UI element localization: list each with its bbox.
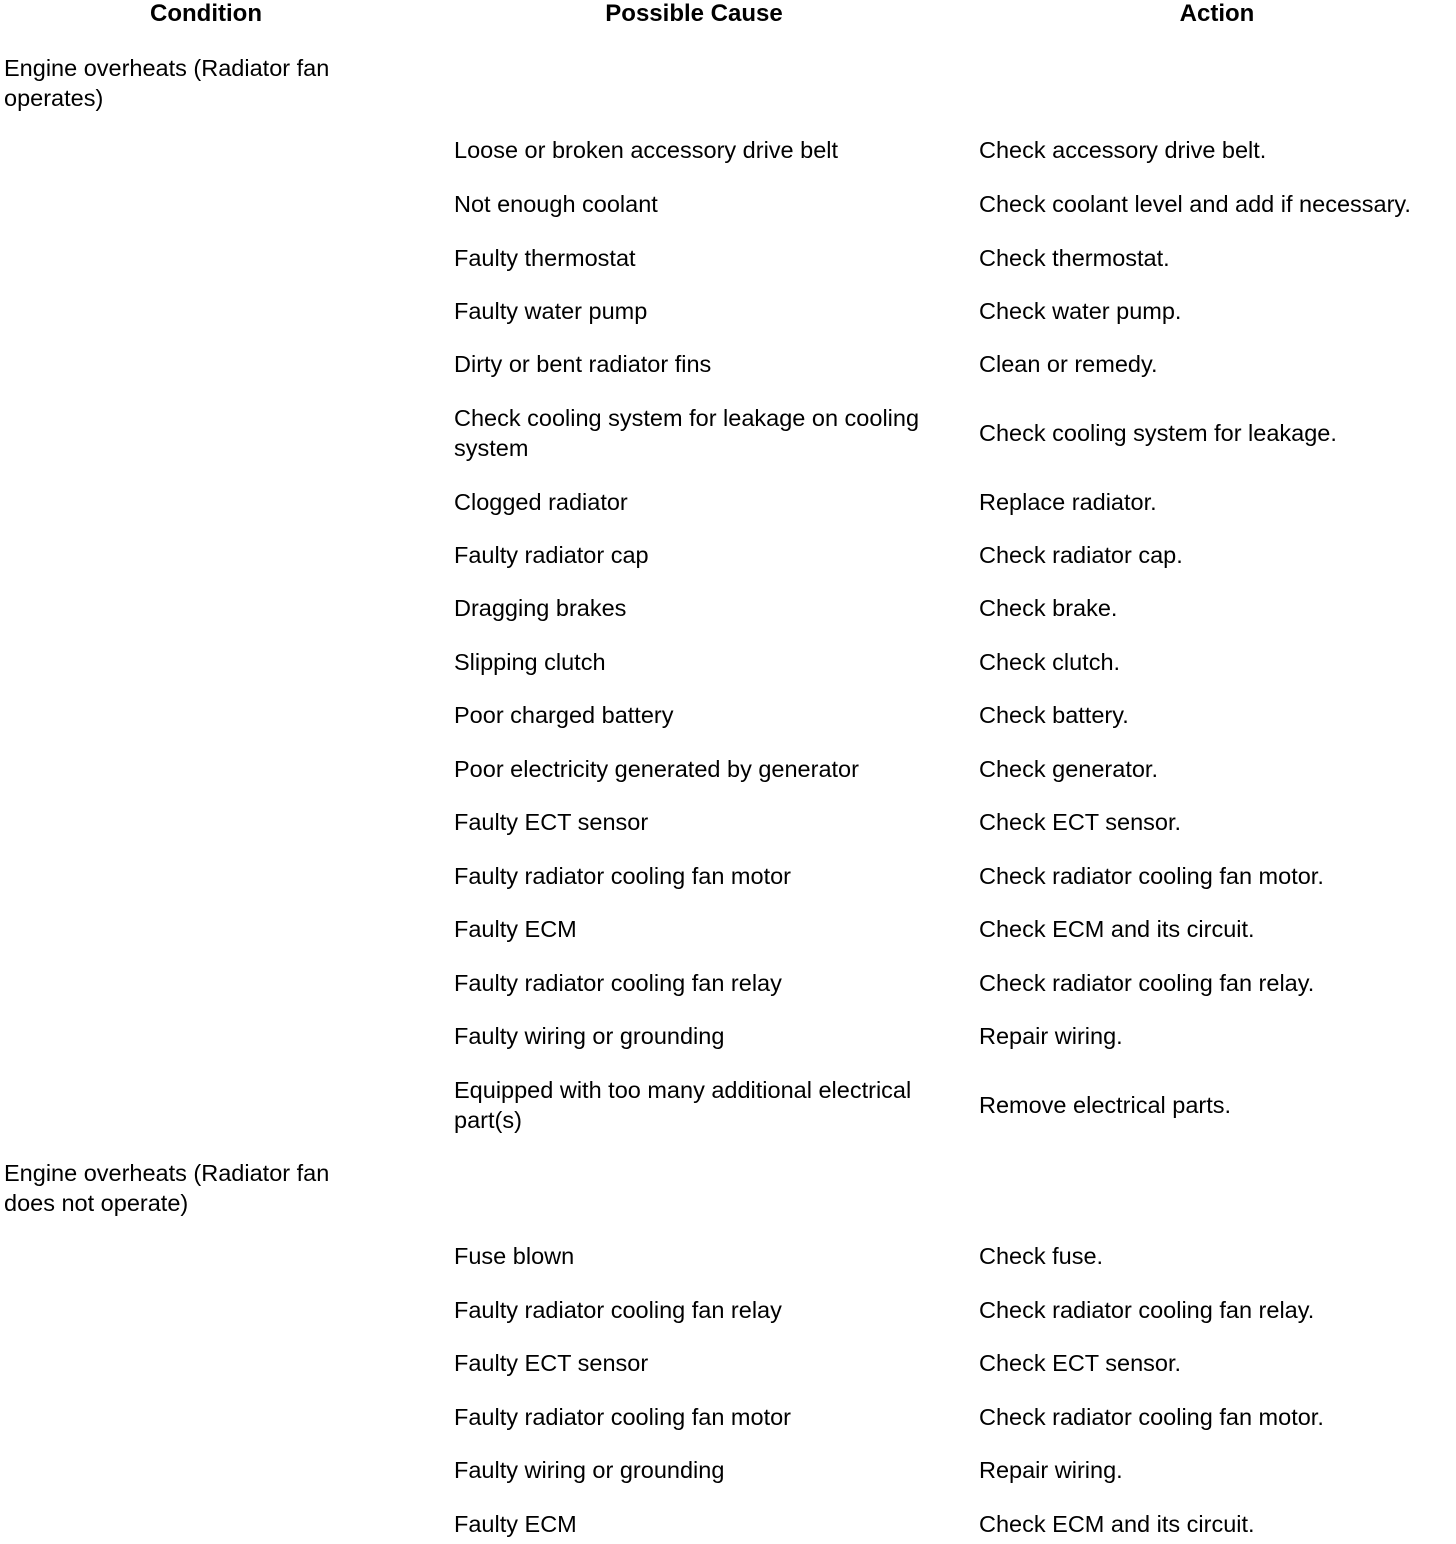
action-cell: Check generator. — [979, 756, 1158, 782]
condition-cell: Engine overheats (Radiator fan does not operate) — [4, 1160, 330, 1216]
action-cell: Check brake. — [979, 595, 1118, 621]
possible-cause-cell: Check cooling system for leakage on cooling system — [454, 405, 920, 461]
action-cell: Check ECM and its circuit. — [979, 1511, 1255, 1537]
action-cell: Clean or remedy. — [979, 351, 1158, 377]
possible-cause-cell: Dragging brakes — [454, 595, 627, 621]
action-cell: Check radiator cooling fan motor. — [979, 863, 1324, 889]
action-cell: Remove electrical parts. — [979, 1092, 1232, 1118]
action-cell: Check radiator cap. — [979, 542, 1183, 568]
possible-cause-cell: Slipping clutch — [454, 649, 606, 675]
condition-cell: Engine overheats (Radiator fan operates) — [4, 55, 330, 111]
action-cell: Repair wiring. — [979, 1457, 1123, 1483]
possible-cause-cell: Faulty radiator cooling fan motor — [454, 1404, 791, 1430]
possible-cause-cell: Faulty wiring or grounding — [454, 1023, 725, 1049]
possible-cause-cell: Faulty ECT sensor — [454, 809, 649, 835]
action-cell: Check radiator cooling fan relay. — [979, 970, 1315, 996]
possible-cause-cell: Loose or broken accessory drive belt — [454, 137, 839, 163]
action-cell: Check radiator cooling fan relay. — [979, 1297, 1315, 1323]
action-cell: Check thermostat. — [979, 245, 1170, 271]
action-cell: Check ECT sensor. — [979, 809, 1182, 835]
action-cell: Check accessory drive belt. — [979, 137, 1267, 163]
action-cell: Check coolant level and add if necessary. — [979, 191, 1411, 217]
possible-cause-cell: Not enough coolant — [454, 191, 658, 217]
possible-cause-cell: Poor electricity generated by generator — [454, 756, 859, 782]
possible-cause-cell: Faulty thermostat — [454, 245, 636, 271]
possible-cause-cell: Faulty water pump — [454, 298, 648, 324]
action-cell: Check ECT sensor. — [979, 1350, 1182, 1376]
possible-cause-cell: Faulty radiator cap — [454, 542, 649, 568]
possible-cause-cell: Faulty ECM — [454, 1511, 577, 1537]
possible-cause-cell: Faulty radiator cooling fan relay — [454, 1297, 782, 1323]
action-cell: Check fuse. — [979, 1243, 1104, 1269]
action-cell: Replace radiator. — [979, 489, 1157, 515]
possible-cause-cell: Poor charged battery — [454, 702, 674, 728]
possible-cause-cell: Faulty wiring or grounding — [454, 1457, 725, 1483]
possible-cause-cell: Equipped with too many additional electrical part(s) — [454, 1077, 912, 1133]
possible-cause-cell: Dirty or bent radiator fins — [454, 351, 712, 377]
possible-cause-cell: Faulty radiator cooling fan motor — [454, 863, 791, 889]
possible-cause-cell: Faulty ECT sensor — [454, 1350, 649, 1376]
action-cell: Check radiator cooling fan motor. — [979, 1404, 1324, 1430]
action-cell: Repair wiring. — [979, 1023, 1123, 1049]
action-cell: Check water pump. — [979, 298, 1182, 324]
action-cell: Check ECM and its circuit. — [979, 916, 1255, 942]
possible-cause-cell: Fuse blown — [454, 1243, 575, 1269]
column-header-condition: Condition — [150, 0, 262, 27]
action-cell: Check cooling system for leakage. — [979, 420, 1337, 446]
action-cell: Check clutch. — [979, 649, 1121, 675]
column-header-possible-cause: Possible Cause — [605, 0, 783, 27]
possible-cause-cell: Faulty radiator cooling fan relay — [454, 970, 782, 996]
action-cell: Check battery. — [979, 702, 1129, 728]
column-header-action: Action — [1179, 0, 1255, 27]
possible-cause-cell: Clogged radiator — [454, 489, 628, 515]
possible-cause-cell: Faulty ECM — [454, 916, 577, 942]
